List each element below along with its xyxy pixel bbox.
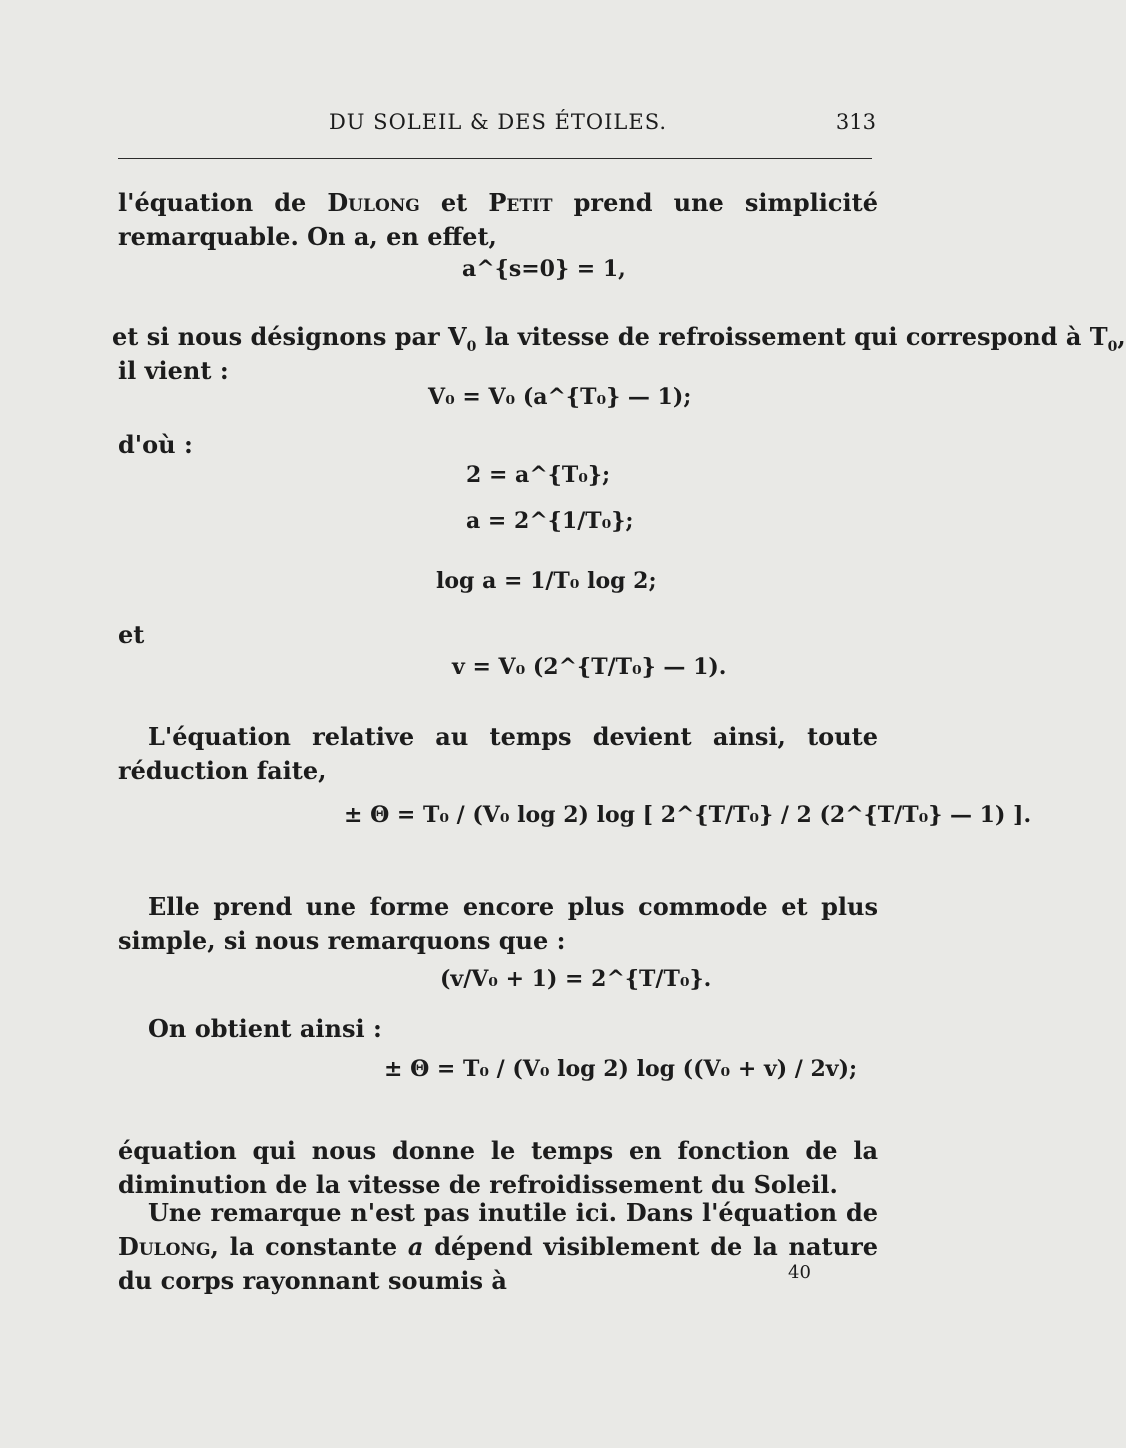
equation-8-text: (v/V₀ + 1) = 2^{T/T₀}. bbox=[440, 966, 712, 992]
equation-3-text: 2 = a^{T₀}; bbox=[466, 462, 611, 488]
equation-5 bbox=[436, 568, 657, 594]
text-dou: d'où : bbox=[118, 430, 193, 459]
paragraph-5: On obtient ainsi : bbox=[148, 1014, 382, 1043]
equation-6-text: v = V₀ (2^{T/T₀} — 1). bbox=[452, 654, 727, 680]
author-name-dulong-2: Dulong bbox=[118, 1232, 211, 1261]
running-title: DU SOLEIL & DES ÉTOILES. bbox=[328, 110, 668, 134]
paragraph-2-line-1: et si nous désignons par $V_0$ la vitesse de refroissement qui correspond à $T_0$, bbox=[112, 322, 1126, 355]
text-et: et bbox=[118, 620, 145, 649]
paragraph-2-line-2: il vient : bbox=[118, 356, 229, 385]
equation-7-text: ± Θ = T₀ / (V₀ log 2) log [ 2^{T/T₀} / 2 (2^{T/T₀} — 1) ]. bbox=[344, 802, 1032, 828]
author-name-petit: Petit bbox=[488, 188, 553, 217]
equation-7 bbox=[344, 802, 1031, 828]
equation-9 bbox=[384, 1056, 857, 1082]
equation-4 bbox=[466, 508, 634, 534]
equation-9-text: ± Θ = T₀ / (V₀ log 2) log ((V₀ + v) / 2v); bbox=[384, 1056, 858, 1082]
equation-4-text: a = 2^{1/T₀}; bbox=[466, 508, 634, 534]
paragraph-1: l'équation de Dulong et Petit prend une simplicité remarquable. On a, en effet, bbox=[118, 188, 878, 251]
equation-1 bbox=[462, 256, 626, 282]
paragraph-7: Une remarque n'est pas inutile ici. Dans l'équation de Dulong, la constante a dépend visiblement de la nature du corps rayonnant soumis à bbox=[118, 1198, 878, 1295]
equation-3 bbox=[466, 462, 610, 488]
equation-5-text: log a = 1/T₀ log 2; bbox=[436, 568, 657, 594]
equation-1-text: a^{s=0} = 1, bbox=[462, 256, 626, 282]
equation-6 bbox=[452, 654, 726, 680]
signature-mark: 40 bbox=[788, 1262, 811, 1283]
header-rule bbox=[118, 158, 872, 159]
equation-2 bbox=[428, 384, 691, 410]
author-name-dulong: Dulong bbox=[327, 188, 420, 217]
paragraph-4: Elle prend une forme encore plus commode et plus simple, si nous remarquons que : bbox=[118, 892, 878, 955]
paragraph-6: équation qui nous donne le temps en fonction de la diminution de la vitesse de refroidissement du Soleil. bbox=[118, 1136, 878, 1199]
page-header bbox=[118, 106, 878, 140]
equation-8 bbox=[440, 966, 711, 992]
equation-2-text: V₀ = V₀ (a^{T₀} — 1); bbox=[428, 384, 692, 410]
page-number: 313 bbox=[835, 110, 876, 134]
variable-a: a bbox=[407, 1232, 424, 1261]
paragraph-3: L'équation relative au temps devient ainsi, toute réduction faite, bbox=[118, 722, 878, 785]
